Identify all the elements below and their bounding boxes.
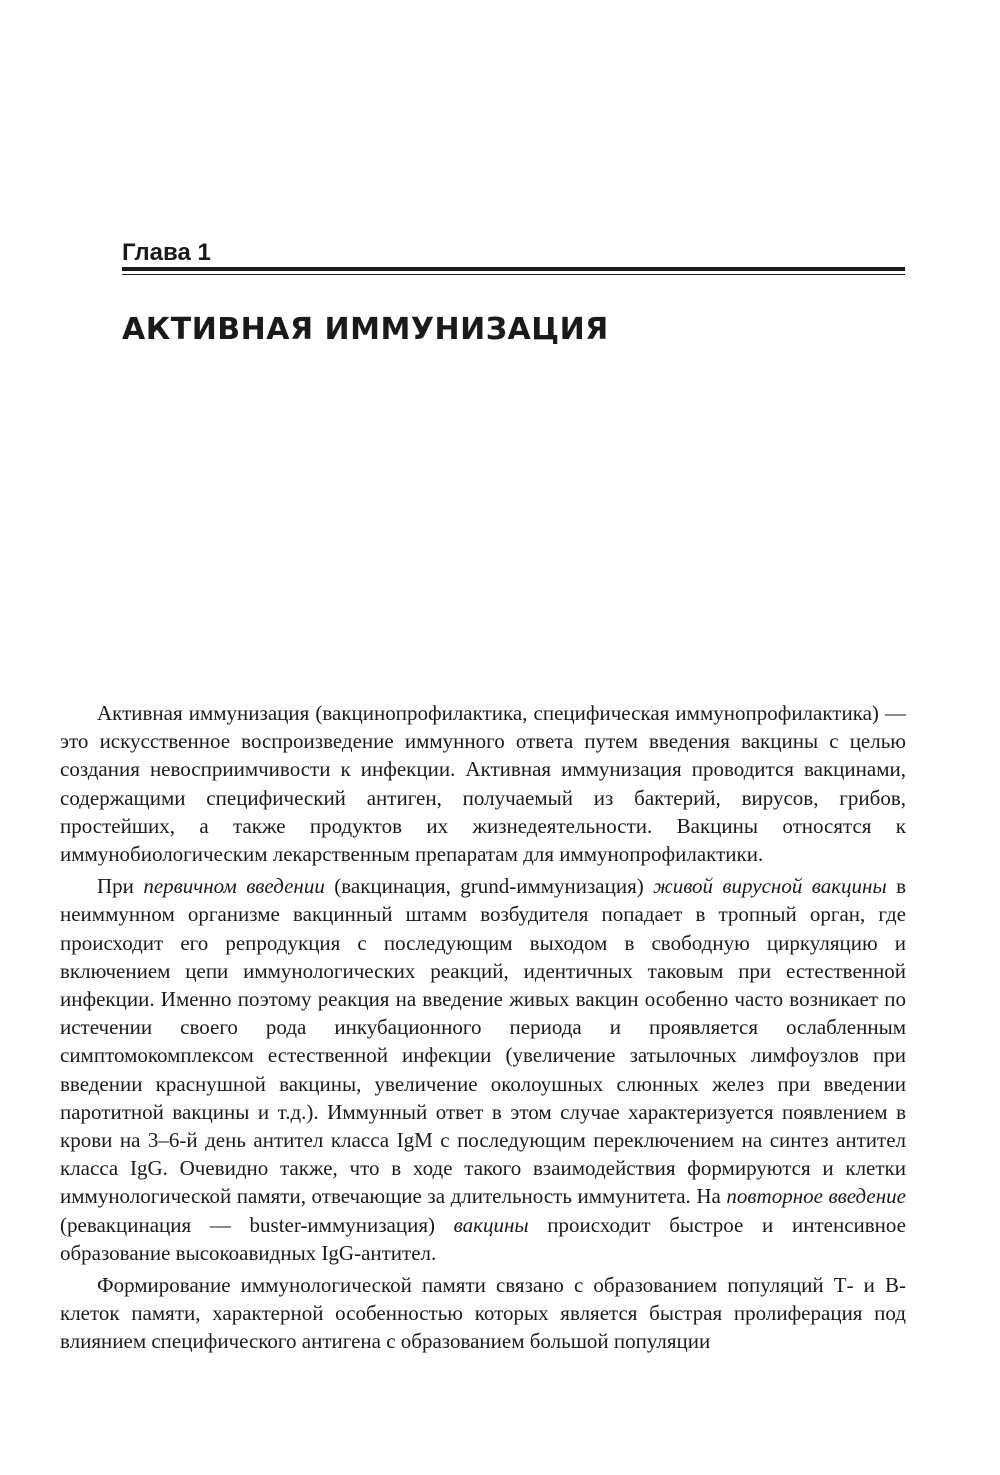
text-run: Активная иммунизация (вакцинопрофилактика, специфическая иммунопрофилактика) — это искусственное воспроизведение иммунного ответа путем введения вакцины с целью создания невосприимчивости к инфекции. Активная иммунизация проводится вакцинами, содержащими специфический антиген, получаемый из бактерий, вирусов, грибов, простейших, а также продуктов их жизнедеятельности. Вакцины относятся к иммунобиологическим лекарственным препаратам для иммунопрофилактики. — [60, 701, 906, 867]
italic-term: вакцины — [453, 1212, 529, 1237]
paragraph — [60, 872, 906, 1267]
text-run: При — [97, 874, 144, 899]
text-run: Формирование иммунологической памяти связано с образованием популяций Т- и В-клеток памяти, характерной особенностью которых является быстрая пролиферация под влиянием специфического антигена с образованием большой популяции — [60, 1273, 906, 1354]
paragraph — [60, 699, 906, 868]
chapter-title: АКТИВНАЯ ИММУНИЗАЦИЯ — [122, 312, 609, 347]
text-run: в неиммунном организме вакцинный штамм возбудителя попадает в тропный орган, где происходит его репродукция с последующим выходом в свободную циркуляцию и включением цепи иммунологических реакций, идентичных таковым при естественной инфекции. Именно поэтому реакция на введение живых вакцин особенно часто возникает по истечении своего рода инкубационного периода и проявляется ослабленным симптомокомплексом естественной инфекции (увеличение затылочных лимфоузлов при введении краснушной вакцины, увеличение околоушных слюнных желез при введении паротитной вакцины и т.д.). Иммунный ответ в этом случае характеризуется появлением в крови на 3–6-й день антител класса IgM с последующим переключением на синтез антител класса IgG. Очевидно также, что в ходе такого взаимодействия формируются и клетки иммунологической памяти, отвечающие за длительность иммунитета. На — [60, 874, 906, 1209]
text-run: (вакцинация, grund-иммунизация) — [324, 874, 654, 899]
paragraph — [60, 1271, 906, 1356]
italic-term: живой вирусной вакцины — [653, 874, 887, 899]
chapter-rule-thick — [122, 267, 905, 271]
text-run: (ревакцинация — buster-иммунизация) — [60, 1212, 454, 1237]
body-text — [60, 699, 906, 1360]
chapter-rule-thin — [122, 274, 905, 275]
italic-term: первичном введении — [143, 874, 325, 899]
text-run: происходит быстрое и интенсивное образование высокоавидных IgG-антител. — [60, 1212, 906, 1265]
italic-term: повторное введение — [726, 1184, 906, 1209]
chapter-label: Глава 1 — [122, 239, 211, 266]
